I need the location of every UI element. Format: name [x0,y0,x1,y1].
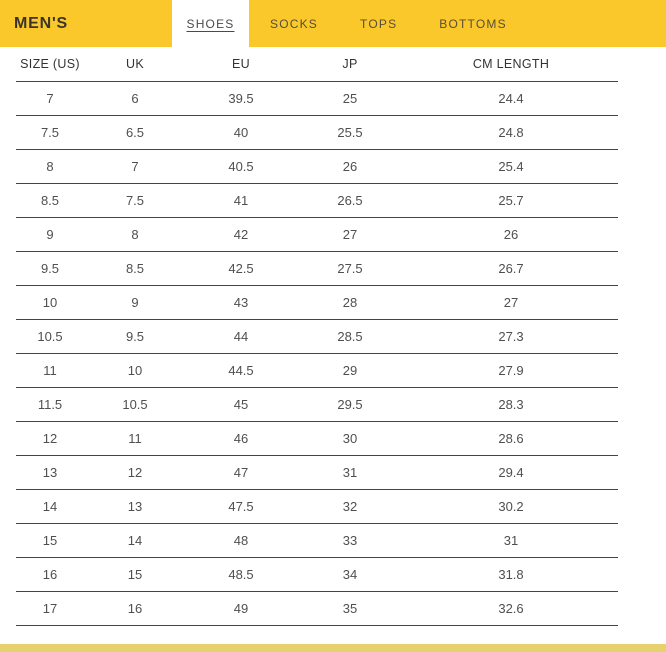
tab-label: SHOES [186,16,235,31]
tab-bottoms[interactable] [439,0,507,47]
table-row [16,251,618,285]
table-cell: 24.8 [404,115,618,149]
table-cell: 12 [16,421,84,455]
table-cell: 9 [84,285,186,319]
table-cell: 28.5 [296,319,404,353]
table-cell: 16 [16,557,84,591]
table-cell: 42 [186,217,296,251]
table-cell: 25.7 [404,183,618,217]
table-cell: 10 [16,285,84,319]
table-cell: 24.4 [404,81,618,115]
table-cell: 10 [84,353,186,387]
table-cell: 47.5 [186,489,296,523]
table-cell: 26.7 [404,251,618,285]
column-header: UK [84,47,186,81]
table-cell: 30 [296,421,404,455]
column-header: JP [296,47,404,81]
table-cell: 49 [186,591,296,625]
table-row [16,455,618,489]
table-row [16,319,618,353]
table-row [16,285,618,319]
table-cell: 28 [296,285,404,319]
table-cell: 25.5 [296,115,404,149]
table-row [16,557,618,591]
table-cell: 16 [84,591,186,625]
table-row [16,149,618,183]
table-cell: 9 [16,217,84,251]
table-cell: 6 [84,81,186,115]
table-cell: 26.5 [296,183,404,217]
table-cell: 10.5 [16,319,84,353]
table-row [16,183,618,217]
tab-label: SOCKS [270,16,319,31]
table-cell: 13 [16,455,84,489]
table-cell: 11 [16,353,84,387]
table-cell: 43 [186,285,296,319]
table-cell: 6.5 [84,115,186,149]
table-cell: 32.6 [404,591,618,625]
table-row [16,115,618,149]
table-cell: 29.4 [404,455,618,489]
table-cell: 8 [16,149,84,183]
table-cell: 47 [186,455,296,489]
table-row [16,387,618,421]
table-cell: 14 [16,489,84,523]
table-cell: 13 [84,489,186,523]
table-cell: 8.5 [84,251,186,285]
tab-shoes[interactable] [172,0,249,47]
table-cell: 27.9 [404,353,618,387]
table-cell: 11.5 [16,387,84,421]
bottom-yellow-strip [0,644,666,652]
tab-label: BOTTOMS [439,16,507,31]
table-cell: 26 [296,149,404,183]
table-cell: 28.6 [404,421,618,455]
table-row [16,523,618,557]
size-conversion-table [16,47,618,626]
table-row [16,217,618,251]
size-chart-header [0,0,666,47]
category-tabs [172,0,507,47]
table-cell: 48 [186,523,296,557]
column-header: SIZE (US) [16,47,84,81]
column-header: EU [186,47,296,81]
table-cell: 7.5 [16,115,84,149]
table-cell: 31 [404,523,618,557]
table-cell: 7 [16,81,84,115]
table-cell: 25 [296,81,404,115]
table-cell: 31.8 [404,557,618,591]
table-cell: 7 [84,149,186,183]
table-cell: 45 [186,387,296,421]
table-cell: 9.5 [16,251,84,285]
table-row [16,81,618,115]
table-cell: 34 [296,557,404,591]
tab-tops[interactable] [360,0,397,47]
table-row [16,591,618,625]
table-cell: 27 [296,217,404,251]
page-title: MEN'S [14,14,69,32]
table-cell: 29.5 [296,387,404,421]
table-cell: 44.5 [186,353,296,387]
table-cell: 25.4 [404,149,618,183]
table-cell: 33 [296,523,404,557]
table-cell: 44 [186,319,296,353]
table-cell: 27 [404,285,618,319]
tab-socks[interactable] [270,0,318,47]
table-cell: 10.5 [84,387,186,421]
table-cell: 35 [296,591,404,625]
table-cell: 40 [186,115,296,149]
table-cell: 11 [84,421,186,455]
tab-label: TOPS [360,16,398,31]
table-cell: 46 [186,421,296,455]
table-cell: 28.3 [404,387,618,421]
table-row [16,353,618,387]
table-cell: 30.2 [404,489,618,523]
table-row [16,421,618,455]
table-cell: 15 [84,557,186,591]
table-cell: 27.5 [296,251,404,285]
table-cell: 39.5 [186,81,296,115]
table-cell: 15 [16,523,84,557]
table-cell: 9.5 [84,319,186,353]
table-cell: 41 [186,183,296,217]
table-row [16,489,618,523]
table-cell: 29 [296,353,404,387]
table-cell: 26 [404,217,618,251]
table-cell: 7.5 [84,183,186,217]
table-cell: 32 [296,489,404,523]
table-header-row [16,47,618,81]
table-cell: 17 [16,591,84,625]
table-cell: 12 [84,455,186,489]
column-header: CM LENGTH [404,47,618,81]
table-cell: 42.5 [186,251,296,285]
table-cell: 48.5 [186,557,296,591]
table-cell: 8.5 [16,183,84,217]
table-cell: 27.3 [404,319,618,353]
table-cell: 40.5 [186,149,296,183]
table-body [16,81,618,625]
table-cell: 31 [296,455,404,489]
table-cell: 8 [84,217,186,251]
table-cell: 14 [84,523,186,557]
